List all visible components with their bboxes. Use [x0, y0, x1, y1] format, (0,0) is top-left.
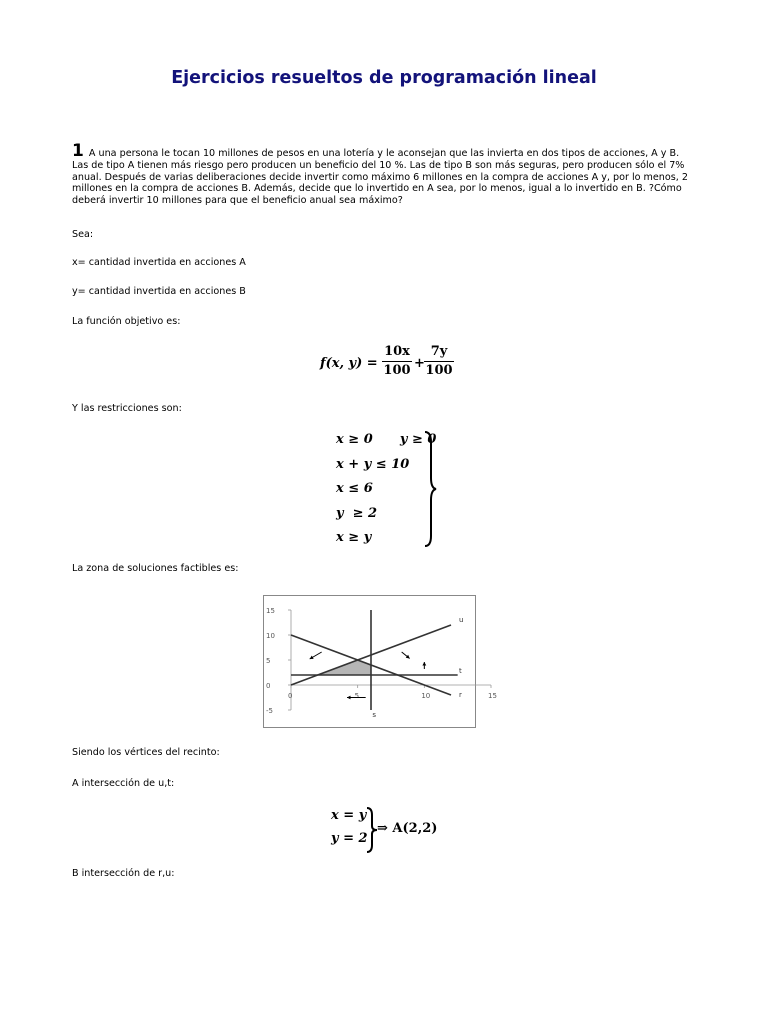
constraint-1: x ≥ 0 y ≥ 0: [336, 432, 437, 447]
vertex-a-eq2: y = 2: [331, 831, 368, 846]
fraction-1-denominator: 100: [383, 363, 411, 378]
def-x: x= cantidad invertida en acciones A: [72, 257, 246, 268]
sea-label: Sea:: [72, 229, 94, 240]
arrow-s-head: [347, 696, 351, 700]
arrow-t-head: [422, 662, 426, 666]
plus-sign: +: [414, 356, 425, 371]
y-tick-label: -5: [266, 707, 273, 715]
x-tick-label: 10: [421, 692, 431, 700]
fraction-1-numerator: 10x: [384, 344, 410, 359]
constraint-2: x + y ≤ 10: [336, 456, 410, 472]
y-tick-label: 0: [266, 682, 271, 690]
vertex-a-label: A intersección de u,t:: [72, 778, 175, 789]
constraint-3: x ≤ 6: [336, 481, 373, 496]
fraction-2-numerator: 7y: [430, 344, 448, 359]
line-label-s: s: [372, 711, 376, 719]
problem-number: 1: [72, 141, 84, 161]
line-label-r: r: [459, 691, 462, 699]
constraint-5: x ≥ y: [336, 530, 372, 545]
vertex-a-eq1: x = y: [331, 808, 367, 823]
objective-label: La función objetivo es:: [72, 316, 181, 327]
objective-lhs: f(x, y) =: [320, 356, 378, 371]
line-label-u: u: [459, 616, 464, 624]
objective-equation: [318, 340, 478, 390]
vertex-a-result: ⇒ A(2,2): [377, 821, 438, 836]
y-tick-label: 15: [266, 607, 275, 615]
x-tick-label: 15: [488, 692, 497, 700]
feasible-label: La zona de soluciones factibles es:: [72, 563, 239, 574]
line-label-t: t: [459, 667, 462, 675]
x-tick-label: 0: [288, 692, 293, 700]
feasible-region-chart: [263, 595, 497, 728]
fraction-2: [424, 344, 454, 378]
constraint-4: y ≥ 2: [336, 505, 378, 521]
vertex-a-system: [331, 804, 368, 850]
page-title: Ejercicios resueltos de programación lineal: [171, 68, 597, 88]
problem-text: A una persona le tocan 10 millones de pesos en una lotería y le aconsejan que las invierta en dos tipos de acciones, A y B. Las de tipo A tienen más riesgo pero producen un beneficio del 10 %. Las de tipo B son más seguras, pero producen sólo el 7% anual. Después de varias deliberaciones decide invertir como máximo 6 millones en la compra de acciones A y, por lo menos, 2 millones en la compra de acciones B. Además, decide que lo invertido en A sea, por lo menos, igual a lo invertido en B. ?Cómo deberá invertir 10 millones para que el beneficio anual sea máximo?: [72, 148, 688, 207]
constraints-label: Y las restricciones son:: [72, 403, 182, 414]
problem-statement: [72, 141, 697, 207]
vertices-label: Siendo los vértices del recinto:: [72, 747, 220, 758]
vertex-b-label: B intersección de r,u:: [72, 868, 175, 879]
fraction-2-denominator: 100: [425, 363, 453, 378]
chart-svg: [264, 596, 497, 727]
constraints-brace: [422, 430, 438, 548]
y-tick-label: 5: [266, 657, 271, 665]
fraction-1: [382, 344, 412, 378]
y-tick-label: 10: [266, 632, 275, 640]
x-tick-label: 5: [354, 692, 360, 700]
def-y: y= cantidad invertida en acciones B: [72, 286, 246, 297]
